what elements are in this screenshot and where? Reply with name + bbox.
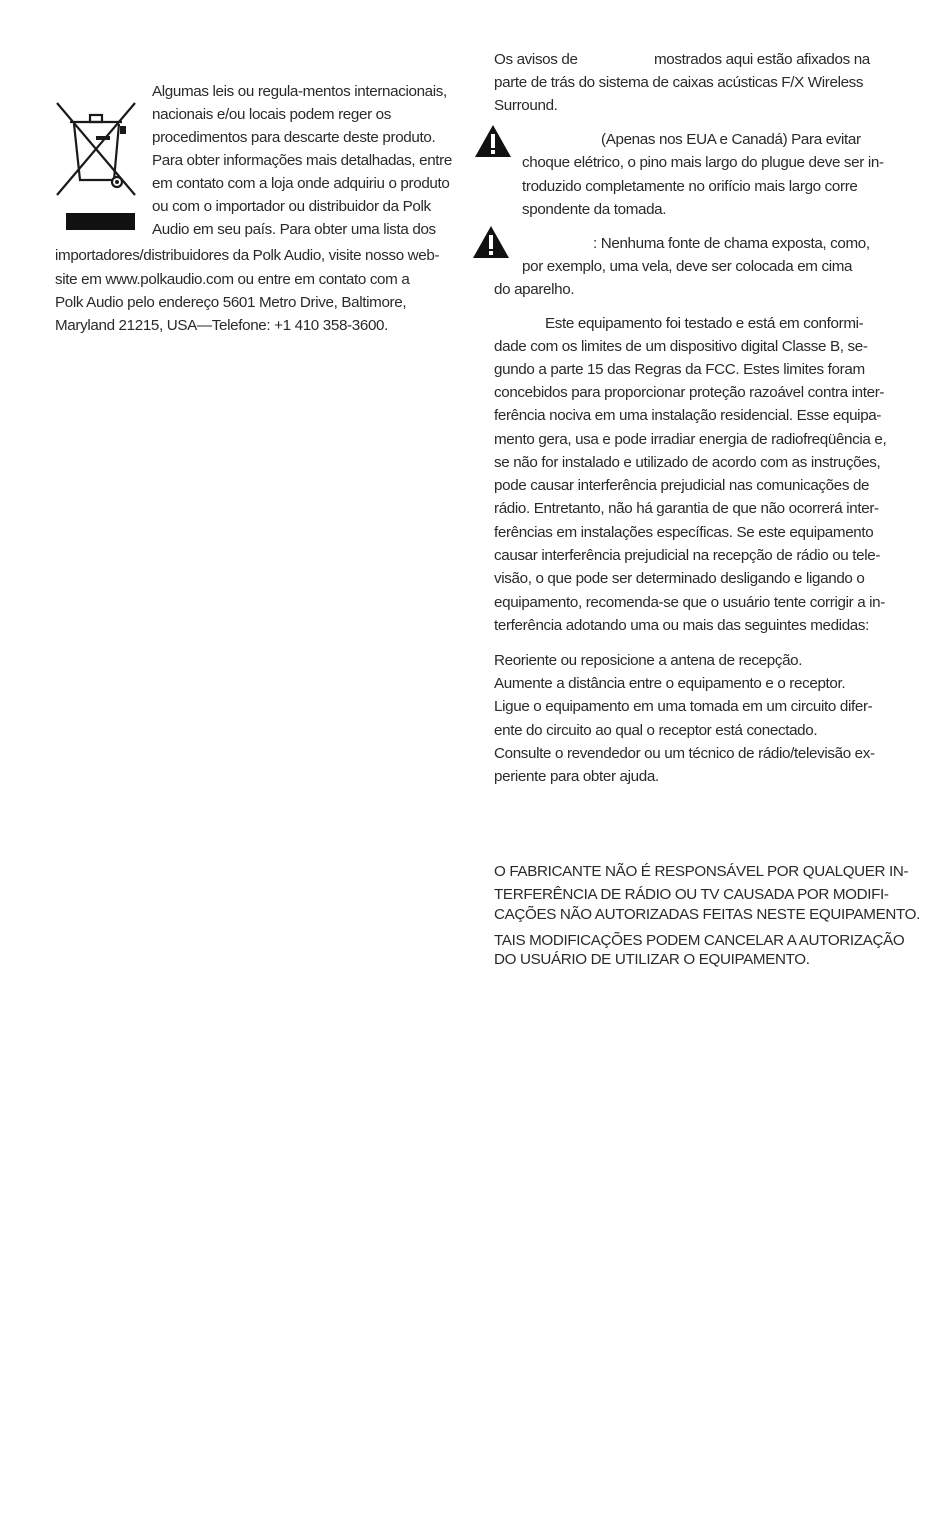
measure-line: Ligue o equipamento em uma tomada em um circuito difer-	[494, 698, 873, 715]
disposal-text-line: procedimentos para descarte deste produto.	[152, 129, 436, 146]
disposal-text-line: Para obter informações mais detalhadas, entre	[152, 152, 452, 169]
warning-triangle-icon	[472, 225, 510, 259]
flame-warning-line: do aparelho.	[494, 281, 575, 298]
disposal-text-line: importadores/distribuidores da Polk Audio, visite nosso web-	[55, 247, 440, 264]
flame-warning-line: por exemplo, uma vela, deve ser colocada em cima	[522, 258, 853, 275]
plug-warning-line: choque elétrico, o pino mais largo do plugue deve ser in-	[522, 154, 884, 171]
disposal-text-line: Polk Audio pelo endereço 5601 Metro Drive, Baltimore,	[55, 294, 407, 311]
fcc-text-line: terferência adotando uma ou mais das seguintes medidas:	[494, 617, 870, 634]
measure-line: Consulte o revendedor ou um técnico de rádio/televisão ex-	[494, 745, 875, 762]
intro-line: Os avisos de	[494, 51, 578, 68]
disclaimer-line: TAIS MODIFICAÇÕES PODEM CANCELAR A AUTORIZAÇÃO	[494, 932, 905, 949]
flame-warning-line: : Nenhuma fonte de chama exposta, como,	[593, 235, 870, 252]
weee-marking-bar	[66, 213, 135, 230]
disposal-text-line: em contato com a loja onde adquiriu o produto	[152, 175, 450, 192]
fcc-text-line: ferências em instalações específicas. Se este equipamento	[494, 524, 874, 541]
disclaimer-line: TERFERÊNCIA DE RÁDIO OU TV CAUSADA POR MODIFI-	[494, 886, 889, 903]
fcc-text-line: visão, o que pode ser determinado desligando e ligando o	[494, 570, 865, 587]
fcc-text-line: equipamento, recomenda-se que o usuário tente corrigir a in-	[494, 594, 885, 611]
disclaimer-line: O FABRICANTE NÃO É RESPONSÁVEL POR QUALQUER IN-	[494, 863, 909, 880]
fcc-text-line: causar interferência prejudicial na recepção de rádio ou tele-	[494, 547, 881, 564]
disclaimer-line: DO USUÁRIO DE UTILIZAR O EQUIPAMENTO.	[494, 951, 810, 968]
measure-line: Reoriente ou reposicione a antena de recepção.	[494, 652, 803, 669]
intro-line: parte de trás do sistema de caixas acústicas F/X Wireless	[494, 74, 864, 91]
fcc-text-line: Este equipamento foi testado e está em conformi-	[545, 315, 864, 332]
fcc-text-line: pode causar interferência prejudicial nas comunicações de	[494, 477, 870, 494]
plug-warning-line: (Apenas nos EUA e Canadá) Para evitar	[601, 131, 861, 148]
intro-line: Surround.	[494, 97, 558, 114]
measure-line: Aumente a distância entre o equipamento e o receptor.	[494, 675, 846, 692]
warning-triangle-icon	[474, 124, 512, 158]
plug-warning-line: troduzido completamente no orifício mais largo corre	[522, 178, 858, 195]
fcc-text-line: ferência nociva em uma instalação residencial. Esse equipa-	[494, 407, 882, 424]
measure-line: periente para obter ajuda.	[494, 768, 659, 785]
crossed-out-wheelie-bin-icon	[56, 100, 136, 198]
disposal-text-line: site em www.polkaudio.com ou entre em contato com a	[55, 271, 410, 288]
disposal-text-line: Audio em seu país. Para obter uma lista dos	[152, 221, 436, 238]
measure-line: ente do circuito ao qual o receptor está conectado.	[494, 722, 818, 739]
plug-warning-line: spondente da tomada.	[522, 201, 667, 218]
fcc-text-line: se não for instalado e utilizado de acordo com as instruções,	[494, 454, 881, 471]
fcc-text-line: dade com os limites de um dispositivo digital Classe B, se-	[494, 338, 868, 355]
fcc-text-line: concebidos para proporcionar proteção razoável contra inter-	[494, 384, 885, 401]
disposal-text-line: Maryland 21215, USA—Telefone: +1 410 358-3600.	[55, 317, 389, 334]
disposal-text-line: nacionais e/ou locais podem reger os	[152, 106, 391, 123]
disclaimer-line: CAÇÕES NÃO AUTORIZADAS FEITAS NESTE EQUIPAMENTO.	[494, 906, 920, 923]
fcc-text-line: gundo a parte 15 das Regras da FCC. Estes limites foram	[494, 361, 865, 378]
fcc-text-line: rádio. Entretanto, não há garantia de que não ocorrerá inter-	[494, 500, 879, 517]
disposal-text-line: ou com o importador ou distribuidor da Polk	[152, 198, 431, 215]
disposal-text-line: Algumas leis ou regula-mentos internacionais,	[152, 83, 447, 100]
fcc-text-line: mento gera, usa e pode irradiar energia de radiofreqüência e,	[494, 431, 887, 448]
intro-line: mostrados aqui estão afixados na	[654, 51, 870, 68]
